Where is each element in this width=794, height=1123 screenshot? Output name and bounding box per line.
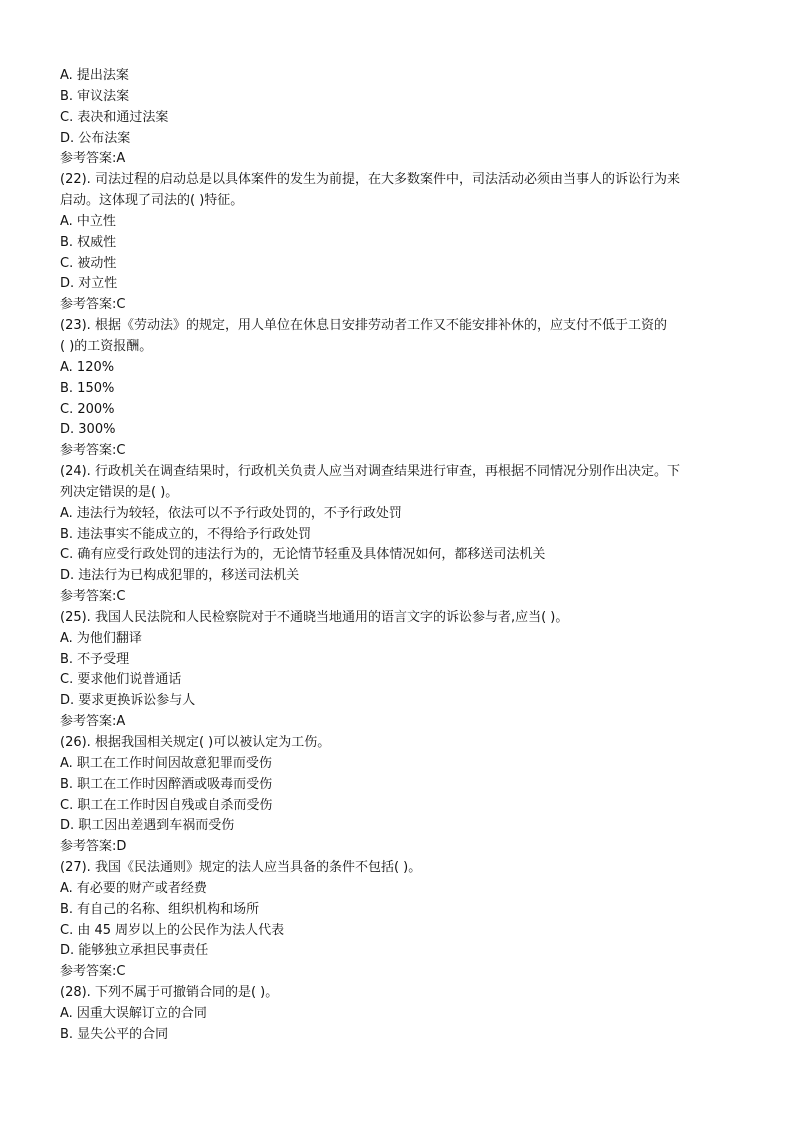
answer-option: B. 150% [60,380,115,396]
answer-option: B. 审议法案 [60,88,130,104]
answer-option: C. 职工在工作时因自残或自杀而受伤 [60,797,273,813]
answer-option: A. 中立性 [60,213,116,229]
question-line: 列决定错误的是( )。 [60,484,179,500]
answer-option: B. 职工在工作时因醉酒或吸毒而受伤 [60,776,273,792]
answer-option: D. 对立性 [60,276,118,292]
reference-answer: 参考答案:C [60,964,126,980]
exam-document [60,66,740,1046]
answer-option: D. 要求更换诉讼参与人 [60,693,196,709]
reference-answer: 参考答案:C [60,297,126,313]
reference-answer: 参考答案:C [60,589,126,605]
answer-option: D. 违法行为已构成犯罪的，移送司法机关 [60,568,300,584]
answer-option: D. 职工因出差遇到车祸而受伤 [60,818,235,834]
answer-option: D. 公布法案 [60,130,131,146]
answer-option: B. 不予受理 [60,651,130,667]
answer-option: A. 因重大误解订立的合同 [60,1005,207,1021]
question-stem [60,858,740,879]
answer-option: B. 显失公平的合同 [60,1026,169,1042]
answer-option: B. 权威性 [60,234,117,250]
answer-option: C. 确有应受行政处罚的违法行为的，无论情节轻重及具体情况如何，都移送司法机关 [60,547,546,563]
answer-option: A. 120% [60,359,115,375]
question-stem [60,316,740,358]
question-line: (26). 根据我国相关规定( )可以被认定为工伤。 [60,735,331,750]
answer-option: A. 有必要的财产或者经费 [60,880,207,896]
answer-option: C. 200% [60,401,115,417]
answer-option: C. 被动性 [60,255,117,271]
question-stem [60,983,740,1004]
reference-answer: 参考答案:D [60,839,127,855]
reference-answer: 参考答案:A [60,714,126,730]
answer-option: B. 违法事实不能成立的，不得给予行政处罚 [60,526,312,542]
answer-option: D. 300% [60,422,116,438]
question-line: (24). 行政机关在调查结果时，行政机关负责人应当对调查结果进行审查，再根据不同情况分别作出决定。下 [60,464,680,480]
answer-option: A. 为他们翻译 [60,630,142,646]
question-line: (25). 我国人民法院和人民检察院对于不通晓当地通用的语言文字的诉讼参与者,应当( )。 [60,609,569,625]
answer-option: A. 提出法案 [60,68,129,83]
question-stem [60,170,740,212]
question-line: (27). 我国《民法通则》规定的法人应当具备的条件不包括( )。 [60,860,422,876]
question-line: ( )的工资报酬。 [60,338,153,354]
reference-answer: 参考答案:A [60,151,126,167]
question-stem [60,733,740,754]
reference-answer: 参考答案:C [60,443,126,459]
question-stem [60,462,740,504]
question-stem [60,608,740,629]
question-line: (22). 司法过程的启动总是以具体案件的发生为前提，在大多数案件中，司法活动必须由当事人的诉讼行为来 [60,172,680,188]
question-line: 启动。这体现了司法的( )特征。 [60,193,244,209]
answer-option: B. 有自己的名称、组织机构和场所 [60,901,260,917]
answer-option: A. 职工在工作时间因故意犯罪而受伤 [60,755,272,771]
question-line: (28). 下列不属于可撤销合同的是( )。 [60,985,279,1001]
question-line: (23). 根据《劳动法》的规定，用人单位在休息日安排劳动者工作又不能安排补休的，应支付不低于工资的 [60,318,667,334]
answer-option: C. 要求他们说普通话 [60,672,182,688]
answer-option: D. 能够独立承担民事责任 [60,943,209,959]
answer-option: C. 由 45 周岁以上的公民作为法人代表 [60,922,285,938]
answer-option: C. 表决和通过法案 [60,109,169,125]
answer-option: A. 违法行为较轻，依法可以不予行政处罚的，不予行政处罚 [60,505,402,521]
